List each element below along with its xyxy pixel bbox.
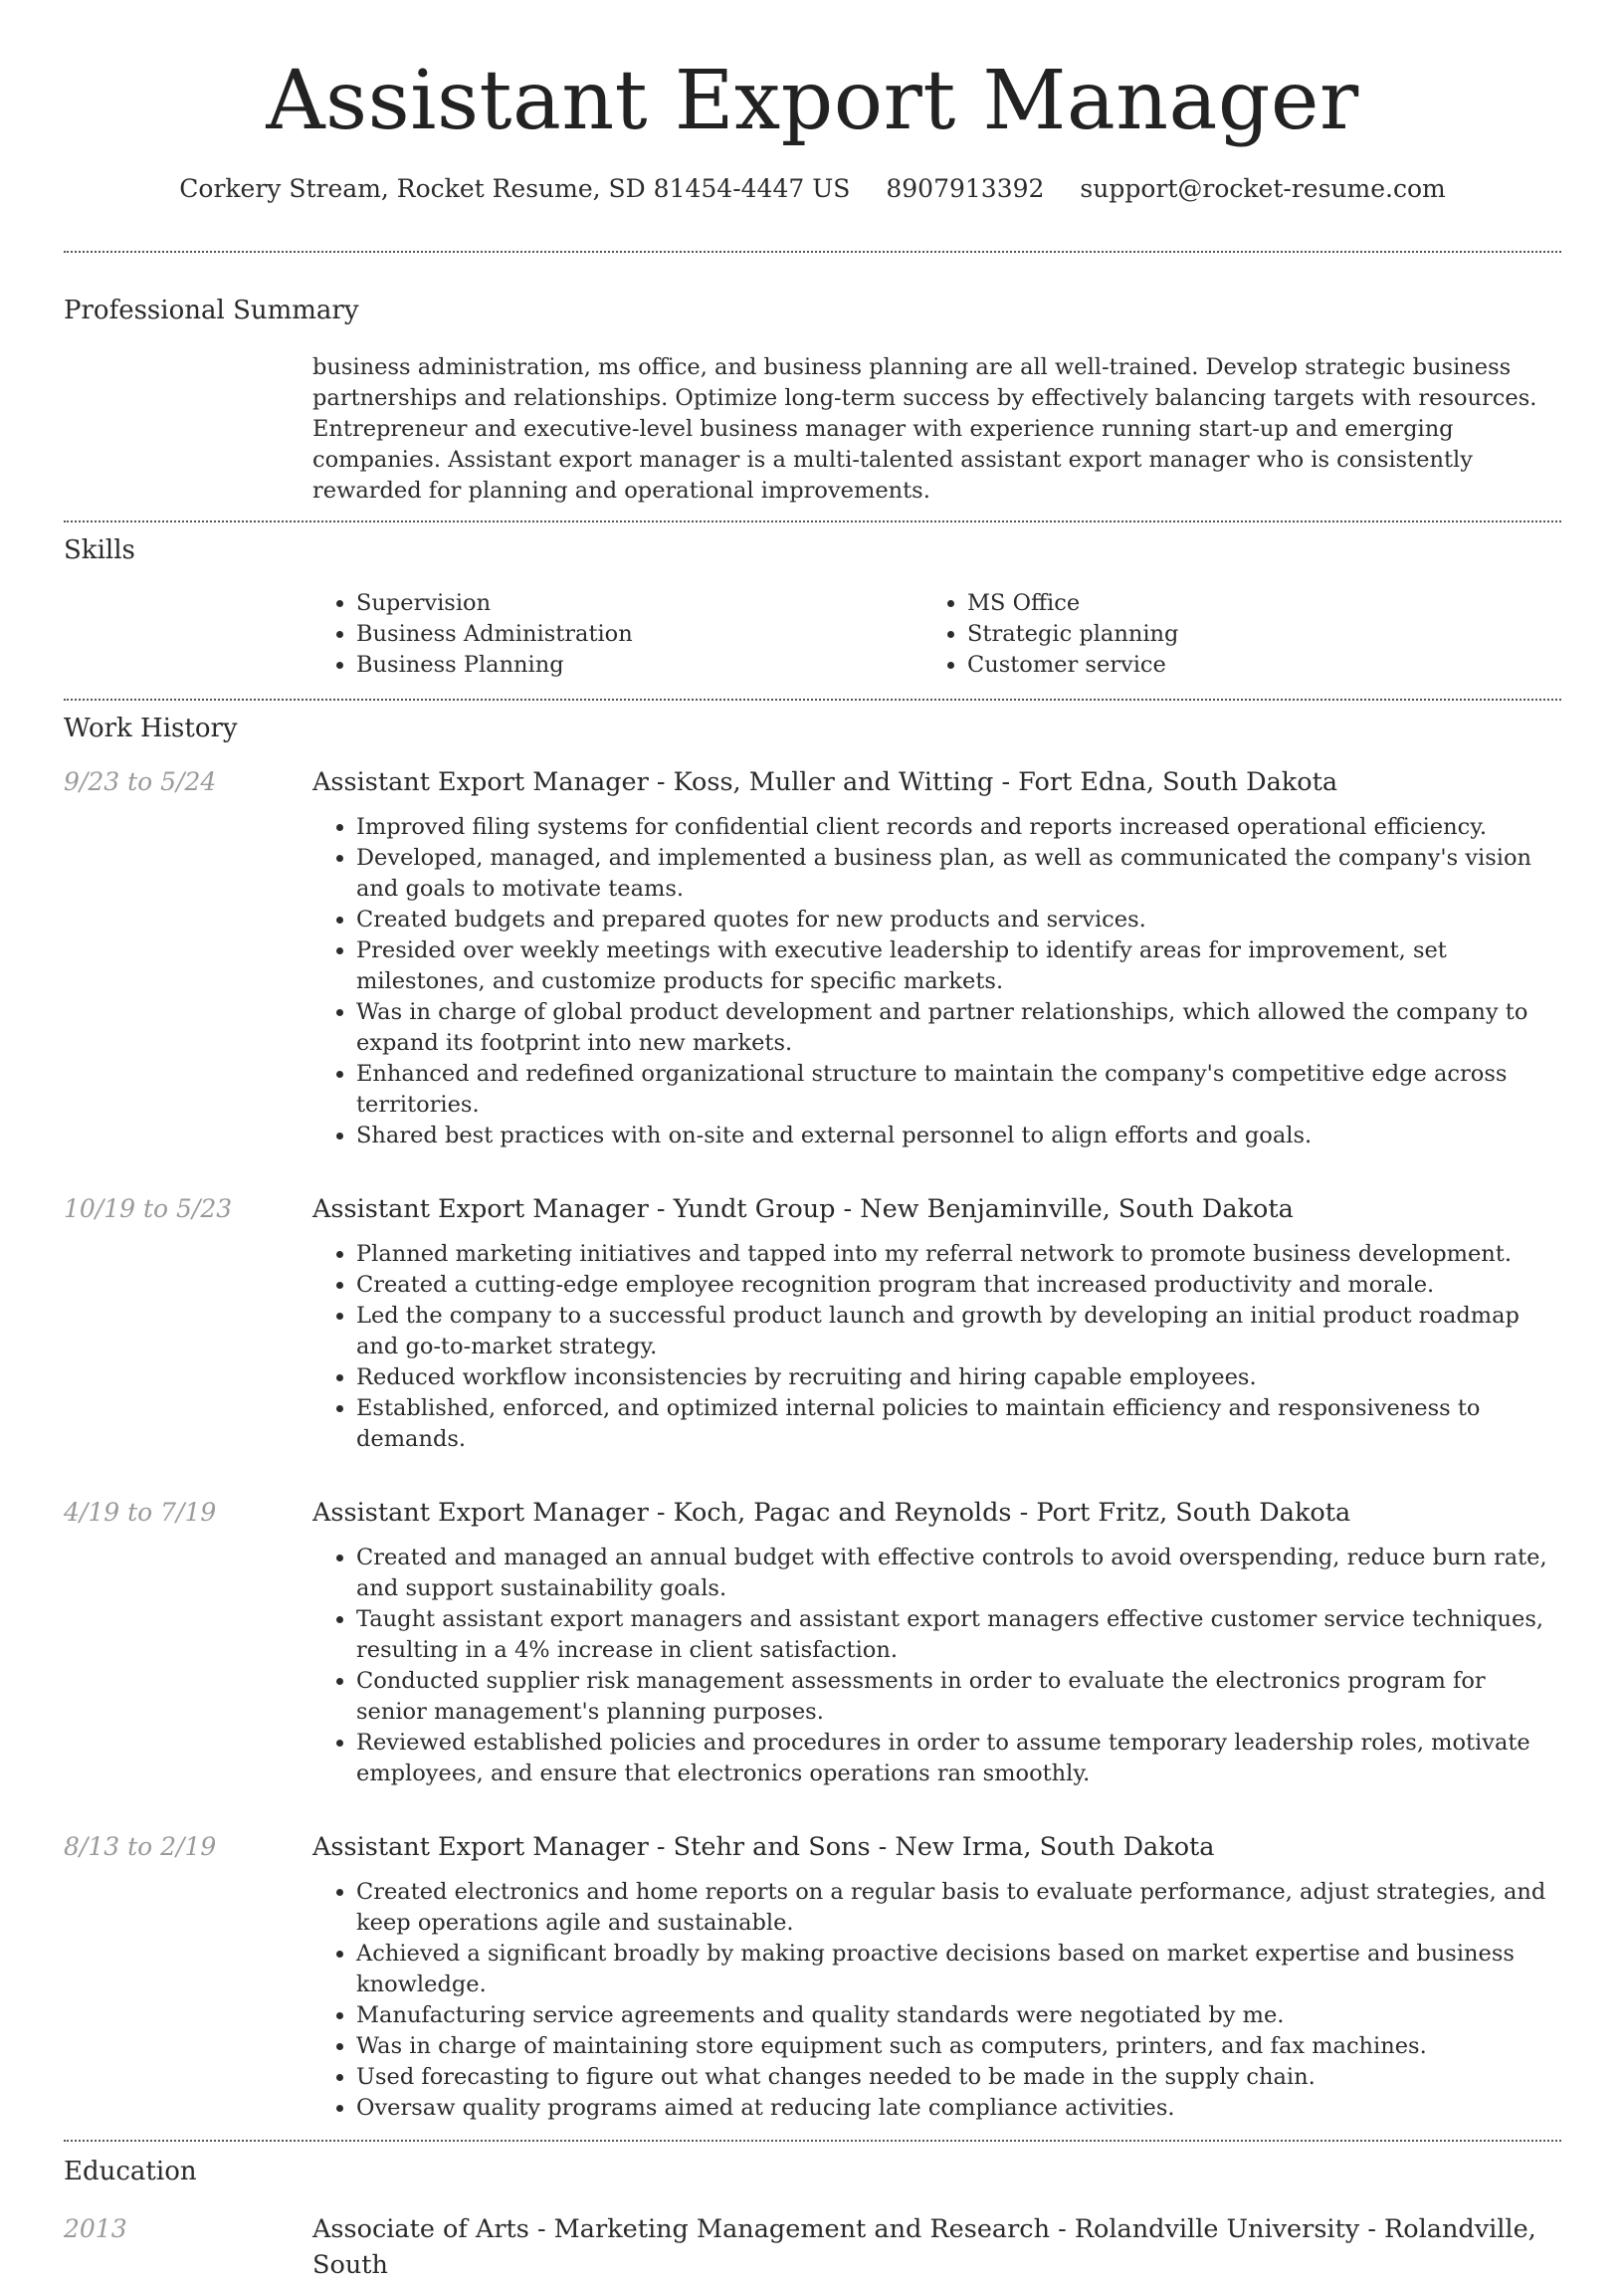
job-bullet: • Created and managed an annual budget with effective controls to avoid overspending, reduce burn rate, and support sustainability goals. bbox=[356, 1543, 1561, 1604]
job-bullets bbox=[312, 1543, 1561, 1789]
job-entry bbox=[64, 1495, 1561, 1789]
job-bullet: • Was in charge of global product development and partner relationships, which allowed the company to expand its footprint into new markets. bbox=[356, 997, 1561, 1059]
job-bullets bbox=[312, 1239, 1561, 1455]
job-heading: Assistant Export Manager - Koss, Muller and Witting - Fort Edna, South Dakota bbox=[312, 767, 1338, 797]
job-bullet: • Used forecasting to figure out what changes needed to be made in the supply chain. bbox=[356, 2062, 1561, 2093]
skills-divider bbox=[64, 699, 1561, 701]
skill-item: • Supervision bbox=[356, 588, 923, 619]
job-heading: Assistant Export Manager - Yundt Group - New Benjaminville, South Dakota bbox=[312, 1194, 1294, 1224]
job-heading: Assistant Export Manager - Stehr and Sons - New Irma, South Dakota bbox=[312, 1832, 1215, 1862]
job-bullet: • Planned marketing initiatives and tapped into my referral network to promote business development. bbox=[356, 1239, 1561, 1270]
skills-column-right bbox=[923, 588, 1534, 681]
contact-email[interactable]: support@rocket-resume.com bbox=[1080, 174, 1446, 203]
header-divider bbox=[64, 251, 1561, 253]
job-dates: 10/19 to 5/23 bbox=[64, 1194, 233, 1223]
job-bullet: • Created electronics and home reports on a regular basis to evaluate performance, adjust strategies, and keep operations agile and sustainable. bbox=[356, 1877, 1561, 1939]
summary-divider bbox=[64, 520, 1561, 522]
education-year: 2013 bbox=[64, 2214, 127, 2243]
skill-item: • MS Office bbox=[967, 588, 1534, 619]
job-bullet: • Established, enforced, and optimized internal policies to maintain efficiency and responsiveness to demands. bbox=[356, 1393, 1561, 1455]
job-bullet: • Taught assistant export managers and assistant export managers effective customer service techniques, resulting in a 4% increase in client satisfaction. bbox=[356, 1604, 1561, 1666]
job-bullet: • Enhanced and redefined organizational structure to maintain the company's competitive edge across territories. bbox=[356, 1059, 1561, 1121]
education-divider bbox=[64, 2140, 1561, 2142]
job-entry bbox=[64, 1191, 1561, 1455]
education-heading: Associate of Arts - Marketing Management and Research - Rolandville University - Rolandville, South bbox=[312, 2214, 1536, 2280]
skills-list bbox=[312, 588, 1561, 681]
section-title-skills: Skills bbox=[64, 535, 135, 565]
job-bullet: • Presided over weekly meetings with executive leadership to identify areas for improvement, set milestones, and customize products for specific markets. bbox=[356, 935, 1561, 997]
job-bullet: • Developed, managed, and implemented a business plan, as well as communicated the company's vision and goals to motivate teams. bbox=[356, 843, 1561, 905]
skill-item: • Business Planning bbox=[356, 650, 923, 681]
job-bullet: • Was in charge of maintaining store equipment such as computers, printers, and fax machines. bbox=[356, 2031, 1561, 2062]
contact-line bbox=[64, 171, 1561, 207]
section-title-summary: Professional Summary bbox=[64, 296, 359, 325]
job-bullet: • Achieved a significant broadly by making proactive decisions based on market expertise and business knowledge. bbox=[356, 1939, 1561, 2000]
skill-item: • Strategic planning bbox=[967, 619, 1534, 650]
job-dates: 9/23 to 5/24 bbox=[64, 767, 217, 796]
job-dates: 8/13 to 2/19 bbox=[64, 1832, 217, 1861]
job-bullet: • Created a cutting-edge employee recognition program that increased productivity and morale. bbox=[356, 1270, 1561, 1301]
section-title-education: Education bbox=[64, 2157, 197, 2186]
job-bullet: • Conducted supplier risk management assessments in order to evaluate the electronics program for senior management's planning purposes. bbox=[356, 1666, 1561, 1728]
job-entry bbox=[64, 1829, 1561, 2124]
job-entry bbox=[64, 764, 1561, 1151]
contact-phone: 8907913392 bbox=[886, 174, 1045, 203]
section-title-work-history: Work History bbox=[64, 714, 238, 743]
education-entry bbox=[64, 2211, 1561, 2283]
job-bullet: • Manufacturing service agreements and quality standards were negotiated by me. bbox=[356, 2000, 1561, 2031]
summary-text: business administration, ms office, and business planning are all well-trained. Develop strategic business partnerships and relationships. Optimize long-term success by effectively balancing targets with resources. Entrepreneur and executive-level business manager with experience running start-up and emerging companies. Assistant export manager is a multi-talented assistant export manager who is consistently rewarded for planning and operational improvements. bbox=[312, 354, 1537, 504]
contact-address: Corkery Stream, Rocket Resume, SD 81454-4447 US bbox=[179, 174, 851, 203]
job-bullet: • Led the company to a successful product launch and growth by developing an initial product roadmap and go-to-market strategy. bbox=[356, 1301, 1561, 1362]
job-dates: 4/19 to 7/19 bbox=[64, 1498, 217, 1527]
job-bullet: • Shared best practices with on-site and external personnel to align efforts and goals. bbox=[356, 1121, 1561, 1151]
job-bullet: • Reviewed established policies and procedures in order to assume temporary leadership roles, motivate employees, and ensure that electronics operations ran smoothly. bbox=[356, 1728, 1561, 1789]
job-bullets bbox=[312, 812, 1561, 1151]
candidate-name: Assistant Export Manager bbox=[266, 54, 1359, 148]
skill-item: • Business Administration bbox=[356, 619, 923, 650]
skill-item: • Customer service bbox=[967, 650, 1534, 681]
job-bullet: • Oversaw quality programs aimed at reducing late compliance activities. bbox=[356, 2093, 1561, 2124]
job-heading: Assistant Export Manager - Koch, Pagac and Reynolds - Port Fritz, South Dakota bbox=[312, 1498, 1351, 1528]
job-bullet: • Reduced workflow inconsistencies by recruiting and hiring capable employees. bbox=[356, 1362, 1561, 1393]
job-bullets bbox=[312, 1877, 1561, 2124]
job-bullet: • Improved filing systems for confidential client records and reports increased operational efficiency. bbox=[356, 812, 1561, 843]
job-bullet: • Created budgets and prepared quotes for new products and services. bbox=[356, 905, 1561, 935]
skills-column-left bbox=[312, 588, 923, 681]
resume-page bbox=[64, 0, 1561, 2283]
